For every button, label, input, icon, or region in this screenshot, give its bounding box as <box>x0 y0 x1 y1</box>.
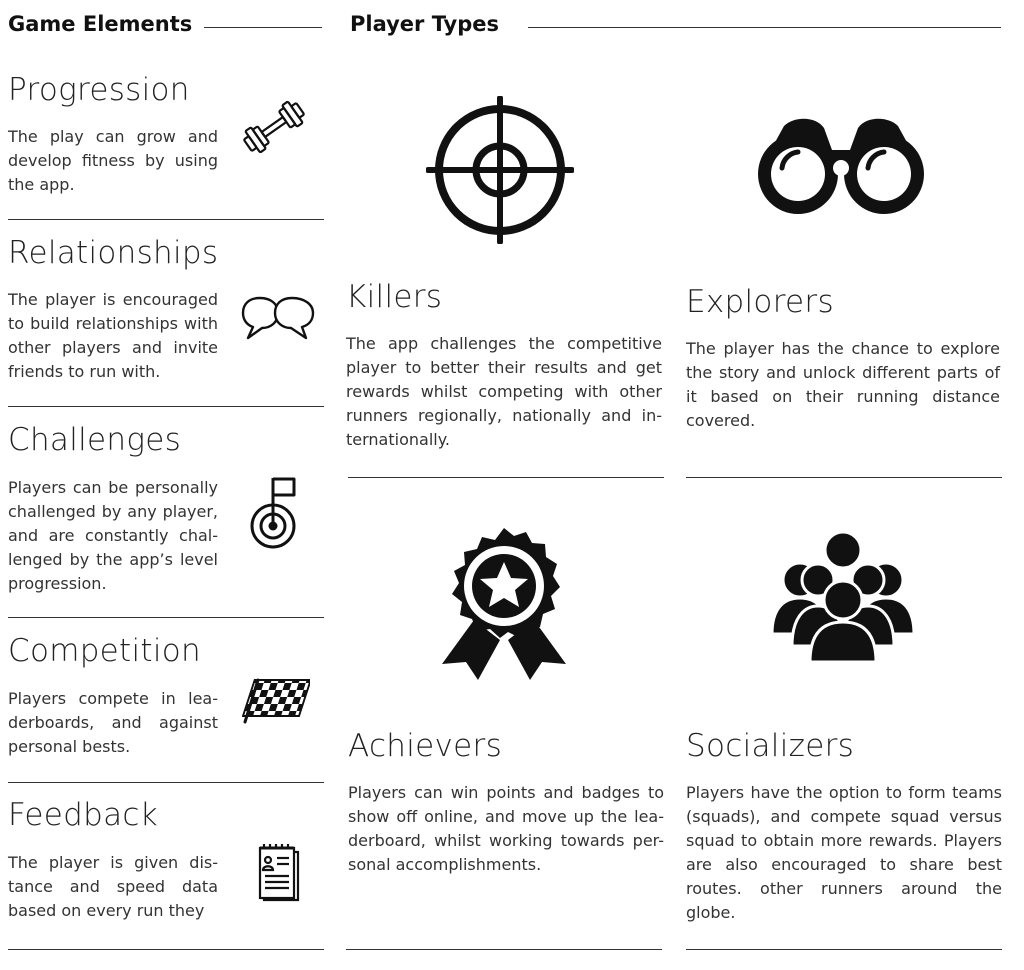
player-type-description: Players have the option to form teams (squads), and compete squad versus squad to obtain more rewards. Players are also encouraged to share best routes. other runners around the globe. <box>686 783 1002 922</box>
element-title: Feedback <box>8 797 159 833</box>
player-type-title: Socializers <box>686 728 855 764</box>
award-ribbon-icon <box>438 528 570 680</box>
player-type-description: The app challenges the competitive player to better their results and get rewards whilst competing with other runners regionally, nationally and in- ternationally. <box>346 334 662 449</box>
heading-rule <box>204 27 322 28</box>
checkered-flag-icon <box>242 676 310 724</box>
element-description: The player is given dis- tance and speed data based on every run they <box>8 853 218 920</box>
divider <box>346 949 662 950</box>
player-type-description: Players can win points and badges to show off online, and move up the lea- derboard, whilst working towards per- sonal accomplishments. <box>348 783 664 874</box>
element-description: The player is encouraged to build relationships with other players and invite friends to run with. <box>8 290 218 381</box>
divider <box>8 219 324 220</box>
element-title: Challenges <box>8 422 182 458</box>
divider <box>8 617 324 618</box>
heading-rule <box>528 27 1001 28</box>
divider <box>8 406 324 407</box>
element-description: The play can grow and develop fitness by using the app. <box>8 127 218 194</box>
chat-bubbles-icon <box>240 292 316 344</box>
divider <box>8 949 324 950</box>
player-types-heading: Player Types <box>350 12 500 36</box>
element-description: Players can be personally challenged by any player, and are constantly chal- lenged by the app’s level progression. <box>8 478 218 593</box>
dumbbell-icon <box>238 98 310 156</box>
group-people-icon <box>770 530 916 664</box>
player-type-title: Achievers <box>348 728 503 764</box>
target-flag-icon <box>246 474 300 552</box>
notepad-icon <box>254 840 300 902</box>
game-elements-heading: Game Elements <box>8 12 193 36</box>
binoculars-icon <box>754 116 928 214</box>
player-type-title: Explorers <box>686 284 834 320</box>
element-description: Players compete in lea- derboards, and against personal bests. <box>8 689 218 756</box>
element-title: Progression <box>8 72 190 108</box>
divider <box>686 477 1002 478</box>
player-type-description: The player has the chance to explore the story and unlock different parts of it based on their running distance covered. <box>686 339 1000 430</box>
divider <box>8 782 324 783</box>
element-title: Relationships <box>8 235 219 271</box>
divider <box>348 477 664 478</box>
player-type-title: Killers <box>346 279 443 315</box>
element-title: Competition <box>8 633 202 669</box>
crosshair-icon <box>426 96 574 244</box>
divider <box>686 949 1002 950</box>
